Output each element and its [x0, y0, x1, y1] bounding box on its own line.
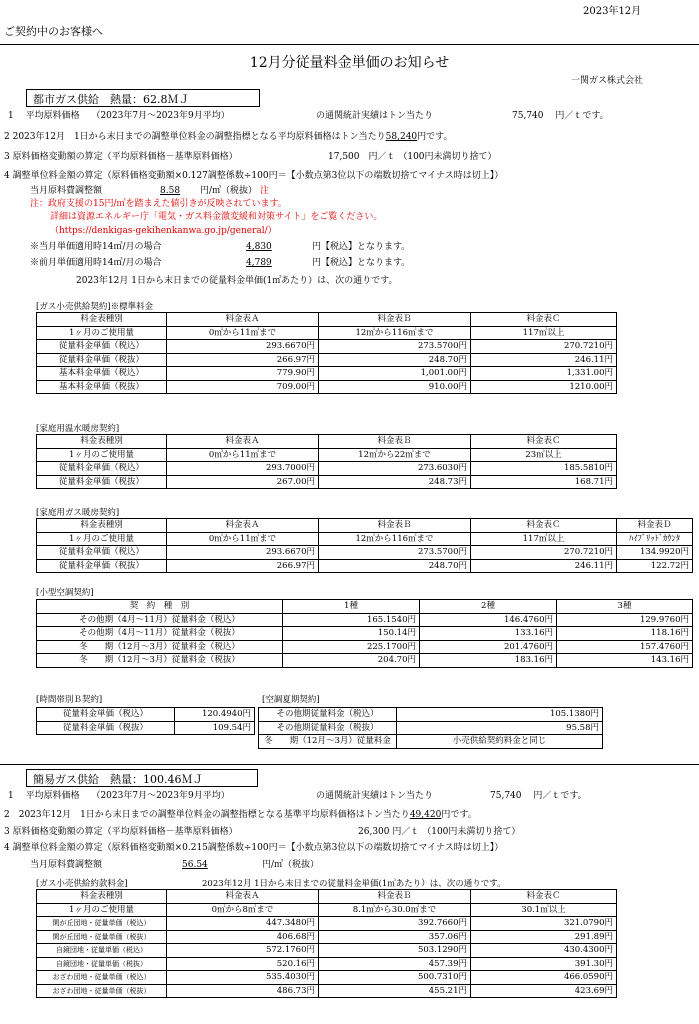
t2-cell: 12㎥から22㎥まで: [319, 448, 471, 462]
t5-title: [時間帯別Ｂ契約]: [36, 695, 103, 705]
t3-cell: 117㎥以上: [471, 532, 617, 546]
t7-header-cell: 料金表Ｂ: [319, 890, 471, 904]
t4-header-cell: 3種: [557, 600, 693, 614]
t3-title: [家庭用ガス暖房契約]: [36, 508, 120, 518]
city-line-2: 2 2023年12月 1日から末日までの調整単位料金の調整指標となる平均原料価格はトン当たり58,240円です。: [4, 132, 453, 142]
city-gas-label: 都市ガス供給 熱量：62.8ＭＪ: [26, 89, 260, 107]
city-summary: 2023年12月 1日から末日までの従量料金単価(1㎥あたり）は、次の通りです。: [76, 276, 398, 286]
t2-header-cell: 料金表Ａ: [167, 435, 319, 449]
t3-row: [37, 546, 693, 560]
simple-line-1b: の通関統計実績はトン当たり: [316, 791, 434, 801]
simple-adj-label: 当月原料費調整額: [30, 860, 103, 870]
t6-cell: その他期従量料金（税抜）: [259, 721, 397, 735]
t4-row: [37, 600, 693, 614]
t6-cell: 冬 期（12月～3月）従量料金: [259, 735, 397, 749]
t7-cell: 486.73円: [167, 984, 319, 998]
summer-aircon-table: [258, 707, 603, 749]
divider: [0, 44, 699, 45]
t4-cell: 204.70円: [283, 654, 420, 668]
city-adj-unit: 円/㎥（税抜） 注: [200, 186, 269, 196]
t7-cell: おざわ団地・従量単価（税抜）: [37, 984, 167, 998]
t7-cell: 291.89円: [471, 930, 617, 944]
t1-cell: 270.7210円: [471, 340, 617, 354]
city-line-3b: 17,500 円／ｔ （100円未満切り捨て）: [328, 152, 497, 162]
t2-cell: 248.73円: [319, 475, 471, 489]
t2-cell: 従量料金単価（税込）: [37, 462, 167, 476]
t3-cell: 従量料金単価（税込）: [37, 546, 167, 560]
t6-cell: 105.1380円: [397, 708, 603, 722]
t2-cell: 267.00円: [167, 475, 319, 489]
t1-header-cell: 料金表種別: [37, 313, 167, 327]
city-note-3: （https://denkigas-gekihenkanwa.go.jp/general/）: [50, 226, 277, 236]
t1-title: [ガス小売供給契約]※標準料金: [36, 302, 154, 312]
t7-row: [37, 890, 617, 904]
t5-cell: 従量料金単価（税抜）: [37, 721, 175, 735]
t2-title: [家庭用温水暖房契約]: [36, 424, 120, 434]
t3-header-cell: 料金表Ａ: [167, 519, 319, 533]
t3-cell: 266.97円: [167, 559, 319, 573]
t4-cell: 143.16円: [557, 654, 693, 668]
t7-note: 2023年12月 1日から末日までの従量料金単価(1㎥あたり）は、次の通りです。: [202, 879, 506, 889]
t1-cell: 709.00円: [167, 380, 319, 394]
t1-cell: 従量料金単価（税込）: [37, 340, 167, 354]
t3-header-cell: 料金表Ｄ: [617, 519, 693, 533]
t3-cell: 従量料金単価（税抜）: [37, 559, 167, 573]
gas-heating-table: [36, 518, 693, 573]
t7-cell: 406.68円: [167, 930, 319, 944]
simple-gas-label: 簡易ガス供給 熱量：100.46ＭＪ: [26, 769, 258, 787]
t1-header-cell: 料金表Ｃ: [471, 313, 617, 327]
t1-cell: 基本料金単価（税抜）: [37, 380, 167, 394]
issue-date: 2023年12月: [583, 6, 642, 17]
t7-row: [37, 930, 617, 944]
t6-row: [259, 735, 603, 749]
t4-row: [37, 613, 693, 627]
t7-cell: 466.0590円: [471, 971, 617, 985]
t7-cell: 357.06円: [319, 930, 471, 944]
t5-cell: 120.4940円: [175, 708, 255, 722]
t1-cell: 273.5700円: [319, 340, 471, 354]
t1-cell: 910.00円: [319, 380, 471, 394]
t6-row: [259, 708, 603, 722]
t7-cell: 572.1760円: [167, 944, 319, 958]
t3-header-cell: 料金表Ｂ: [319, 519, 471, 533]
small-aircon-table: [36, 599, 693, 668]
t4-cell: 165.1540円: [283, 613, 420, 627]
city-line-4: 4 調整単位料金額の算定（原料価格変動額×0.127調整係数÷100円＝【小数点第3位以下の端数切捨てマイナス時は切上】）: [4, 171, 504, 181]
t4-cell: 157.4760円: [557, 640, 693, 654]
t3-cell: 122.72円: [617, 559, 693, 573]
t4-header-cell: 1種: [283, 600, 420, 614]
t2-cell: 273.6030円: [319, 462, 471, 476]
t3-header-cell: 料金表種別: [37, 519, 167, 533]
t7-cell: 535.4030円: [167, 971, 319, 985]
t4-title: [小型空調契約]: [36, 588, 94, 598]
simple-line-1c: 75,740 円／ｔです。: [490, 791, 587, 801]
t4-cell: 150.14円: [283, 627, 420, 641]
t7-cell: 閑が丘団地・従量単価（税抜）: [37, 930, 167, 944]
t1-cell: 117㎥以上: [471, 326, 617, 340]
t7-cell: 閑が丘団地・従量単価（税込）: [37, 917, 167, 931]
t5-row: [37, 708, 255, 722]
t7-row: [37, 903, 617, 917]
city-line-3: 3 原料価格変動額の算定（平均原料価格－基準原料価格）: [4, 152, 238, 162]
t7-title: [ガス小売供給約款料金]: [36, 879, 128, 889]
t4-header-cell: 契 約 種 別: [37, 600, 283, 614]
t2-row: [37, 435, 617, 449]
t3-header-cell: 料金表Ｃ: [471, 519, 617, 533]
t2-cell: 168.71円: [471, 475, 617, 489]
t7-cell: 392.7660円: [319, 917, 471, 931]
t7-cell: 500.7310円: [319, 971, 471, 985]
t1-cell: 293.6670円: [167, 340, 319, 354]
simple-adj-value: 56.54: [182, 860, 208, 870]
t7-cell: 0㎥から8㎥まで: [167, 903, 319, 917]
t7-cell: 503.1290円: [319, 944, 471, 958]
simple-line-3: 3 原料価格変動額の算定（平均原料価格－基準原料価格）: [4, 827, 238, 837]
time-band-b-table: [36, 707, 255, 735]
t7-header-cell: 料金表種別: [37, 890, 167, 904]
t1-row: [37, 313, 617, 327]
t6-cell: 95.58円: [397, 721, 603, 735]
simple-line-2: 2 2023年12月 1日から末日までの調整単位料金の調整指標となる基準平均原料価格はトン当たり49,420円です。: [4, 810, 477, 820]
t7-cell: 自鏡団地・従量単価（税込）: [37, 944, 167, 958]
city-prev-value: 4,789: [246, 258, 272, 268]
t6-cell: 小売供給契約料金と同じ: [397, 735, 603, 749]
t4-row: [37, 627, 693, 641]
t1-row: [37, 340, 617, 354]
t5-cell: 109.54円: [175, 721, 255, 735]
t1-row: [37, 380, 617, 394]
simple-adj-unit: 円/㎥（税抜）: [262, 860, 320, 870]
t4-row: [37, 640, 693, 654]
t3-cell: ﾊｲﾌﾞﾘｯﾄﾞｶｳﾝﾀ: [617, 532, 693, 546]
t1-row: [37, 353, 617, 367]
t1-cell: 従量料金単価（税抜）: [37, 353, 167, 367]
page-title: 12月分従量料金単価のお知らせ: [249, 55, 450, 71]
t4-cell: 225.1700円: [283, 640, 420, 654]
addressee: ご契約中のお客様へ: [4, 25, 103, 38]
t6-title: [空調夏期契約]: [262, 695, 320, 705]
city-note-2: 詳細は資源エネルギー庁「電気・ガス料金激変緩和対策サイト」をご覧ください。: [50, 212, 383, 222]
city-line-1c: 75,740 円／ｔです。: [512, 111, 609, 121]
t7-header-cell: 料金表Ｃ: [471, 890, 617, 904]
t4-cell: 118.16円: [557, 627, 693, 641]
t2-row: [37, 462, 617, 476]
city-adj-label: 当月原料費調整額: [30, 186, 103, 196]
section-divider: [0, 764, 699, 765]
t7-cell: 520.16円: [167, 957, 319, 971]
t1-cell: 246.11円: [471, 353, 617, 367]
t7-cell: 1ヶ月のご使用量: [37, 903, 167, 917]
t4-header-cell: 2種: [420, 600, 557, 614]
t1-cell: 1,331.00円: [471, 367, 617, 381]
t7-row: [37, 957, 617, 971]
t4-cell: 冬 期（12月～3月）従量料金（税抜）: [37, 654, 283, 668]
t1-cell: 248.70円: [319, 353, 471, 367]
t7-cell: 391.30円: [471, 957, 617, 971]
t7-cell: 321.0790円: [471, 917, 617, 931]
t4-cell: 133.16円: [420, 627, 557, 641]
t4-cell: 183.16円: [420, 654, 557, 668]
t1-cell: 1210.00円: [471, 380, 617, 394]
t7-cell: 430.4300円: [471, 944, 617, 958]
t1-cell: 基本料金単価（税込）: [37, 367, 167, 381]
t2-row: [37, 475, 617, 489]
hot-water-heating-table: [36, 434, 617, 489]
t3-cell: 0㎥から11㎥まで: [167, 532, 319, 546]
t7-cell: 8.1㎥から30.0㎥まで: [319, 903, 471, 917]
t1-row: [37, 326, 617, 340]
t1-header-cell: 料金表Ｂ: [319, 313, 471, 327]
t3-cell: 1ヶ月のご使用量: [37, 532, 167, 546]
t3-row: [37, 532, 693, 546]
t2-cell: 293.7000円: [167, 462, 319, 476]
city-prev-unit: 円【税込】となります。: [312, 258, 411, 268]
t7-cell: 30.1㎥以上: [471, 903, 617, 917]
t4-cell: その他期（4月～11月）従量料金（税抜）: [37, 627, 283, 641]
t6-row: [259, 721, 603, 735]
t2-header-cell: 料金表Ｃ: [471, 435, 617, 449]
t7-row: [37, 971, 617, 985]
t3-cell: 12㎥から116㎥まで: [319, 532, 471, 546]
t7-cell: 457.39円: [319, 957, 471, 971]
t1-cell: 1ヶ月のご使用量: [37, 326, 167, 340]
t7-cell: 447.3480円: [167, 917, 319, 931]
t1-cell: 0㎥から11㎥まで: [167, 326, 319, 340]
t7-row: [37, 984, 617, 998]
t1-cell: 1,001.00円: [319, 367, 471, 381]
t3-cell: 293.6670円: [167, 546, 319, 560]
t7-cell: 455.21円: [319, 984, 471, 998]
city-current-unit: 円【税込】となります。: [312, 242, 411, 252]
t1-cell: 12㎥から116㎥まで: [319, 326, 471, 340]
t3-cell: 270.7210円: [471, 546, 617, 560]
t3-cell: 134.9920円: [617, 546, 693, 560]
t4-cell: その他期（4月～11月）従量料金（税込）: [37, 613, 283, 627]
t7-cell: 423.69円: [471, 984, 617, 998]
company-name: 一関ガス株式会社: [571, 76, 644, 86]
t6-cell: その他期従量料金（税込）: [259, 708, 397, 722]
city-current-value: 4,830: [246, 242, 272, 252]
t2-cell: 0㎥から11㎥まで: [167, 448, 319, 462]
t5-row: [37, 721, 255, 735]
simple-line-3b: 26,300 円／ｔ （100円未満切り捨て）: [358, 827, 521, 837]
city-prev-label: ※前月単価適用時14㎥/月の場合: [30, 258, 162, 268]
t2-row: [37, 448, 617, 462]
t3-cell: 246.11円: [471, 559, 617, 573]
t3-row: [37, 519, 693, 533]
t4-cell: 201.4760円: [420, 640, 557, 654]
t7-row: [37, 944, 617, 958]
t4-row: [37, 654, 693, 668]
t1-cell: 779.90円: [167, 367, 319, 381]
t4-cell: 冬 期（12月～3月）従量料金（税込）: [37, 640, 283, 654]
t4-cell: 146.4760円: [420, 613, 557, 627]
t2-header-cell: 料金表Ｂ: [319, 435, 471, 449]
t3-row: [37, 559, 693, 573]
city-current-label: ※当月単価適用時14㎥/月の場合: [30, 242, 162, 252]
simple-line-4: 4 調整単位料金額の算定（原料価格変動額×0.215調整係数÷100円＝【小数点第3位以下の端数切捨てマイナス時は切上】）: [4, 843, 504, 853]
simple-line-1: 1 平均原料価格 （2023年7月～2023年9月平均）: [8, 791, 230, 801]
city-line-1: 1 平均原料価格 （2023年7月～2023年9月平均）: [8, 111, 230, 121]
city-line-1b: の通関統計実績はトン当たり: [316, 111, 434, 121]
t3-cell: 273.5700円: [319, 546, 471, 560]
city-note-1: 注：政府支援の15円/㎥を踏まえた値引きが反映されています。: [30, 199, 287, 209]
t1-header-cell: 料金表Ａ: [167, 313, 319, 327]
simple-gas-table: [36, 889, 617, 998]
t1-cell: 266.97円: [167, 353, 319, 367]
t7-cell: 自鏡団地・従量単価（税抜）: [37, 957, 167, 971]
city-adj-value: 8.58: [160, 186, 181, 196]
t5-cell: 従量料金単価（税込）: [37, 708, 175, 722]
t2-header-cell: 料金表種別: [37, 435, 167, 449]
t7-row: [37, 917, 617, 931]
t7-cell: おざわ団地・従量単価（税込）: [37, 971, 167, 985]
t2-cell: 従量料金単価（税抜）: [37, 475, 167, 489]
t7-header-cell: 料金表Ａ: [167, 890, 319, 904]
t1-row: [37, 367, 617, 381]
retail-standard-table: [36, 312, 617, 394]
t4-cell: 129.9760円: [557, 613, 693, 627]
t2-cell: 1ヶ月のご使用量: [37, 448, 167, 462]
t2-cell: 185.5810円: [471, 462, 617, 476]
t2-cell: 23㎥以上: [471, 448, 617, 462]
t3-cell: 248.70円: [319, 559, 471, 573]
